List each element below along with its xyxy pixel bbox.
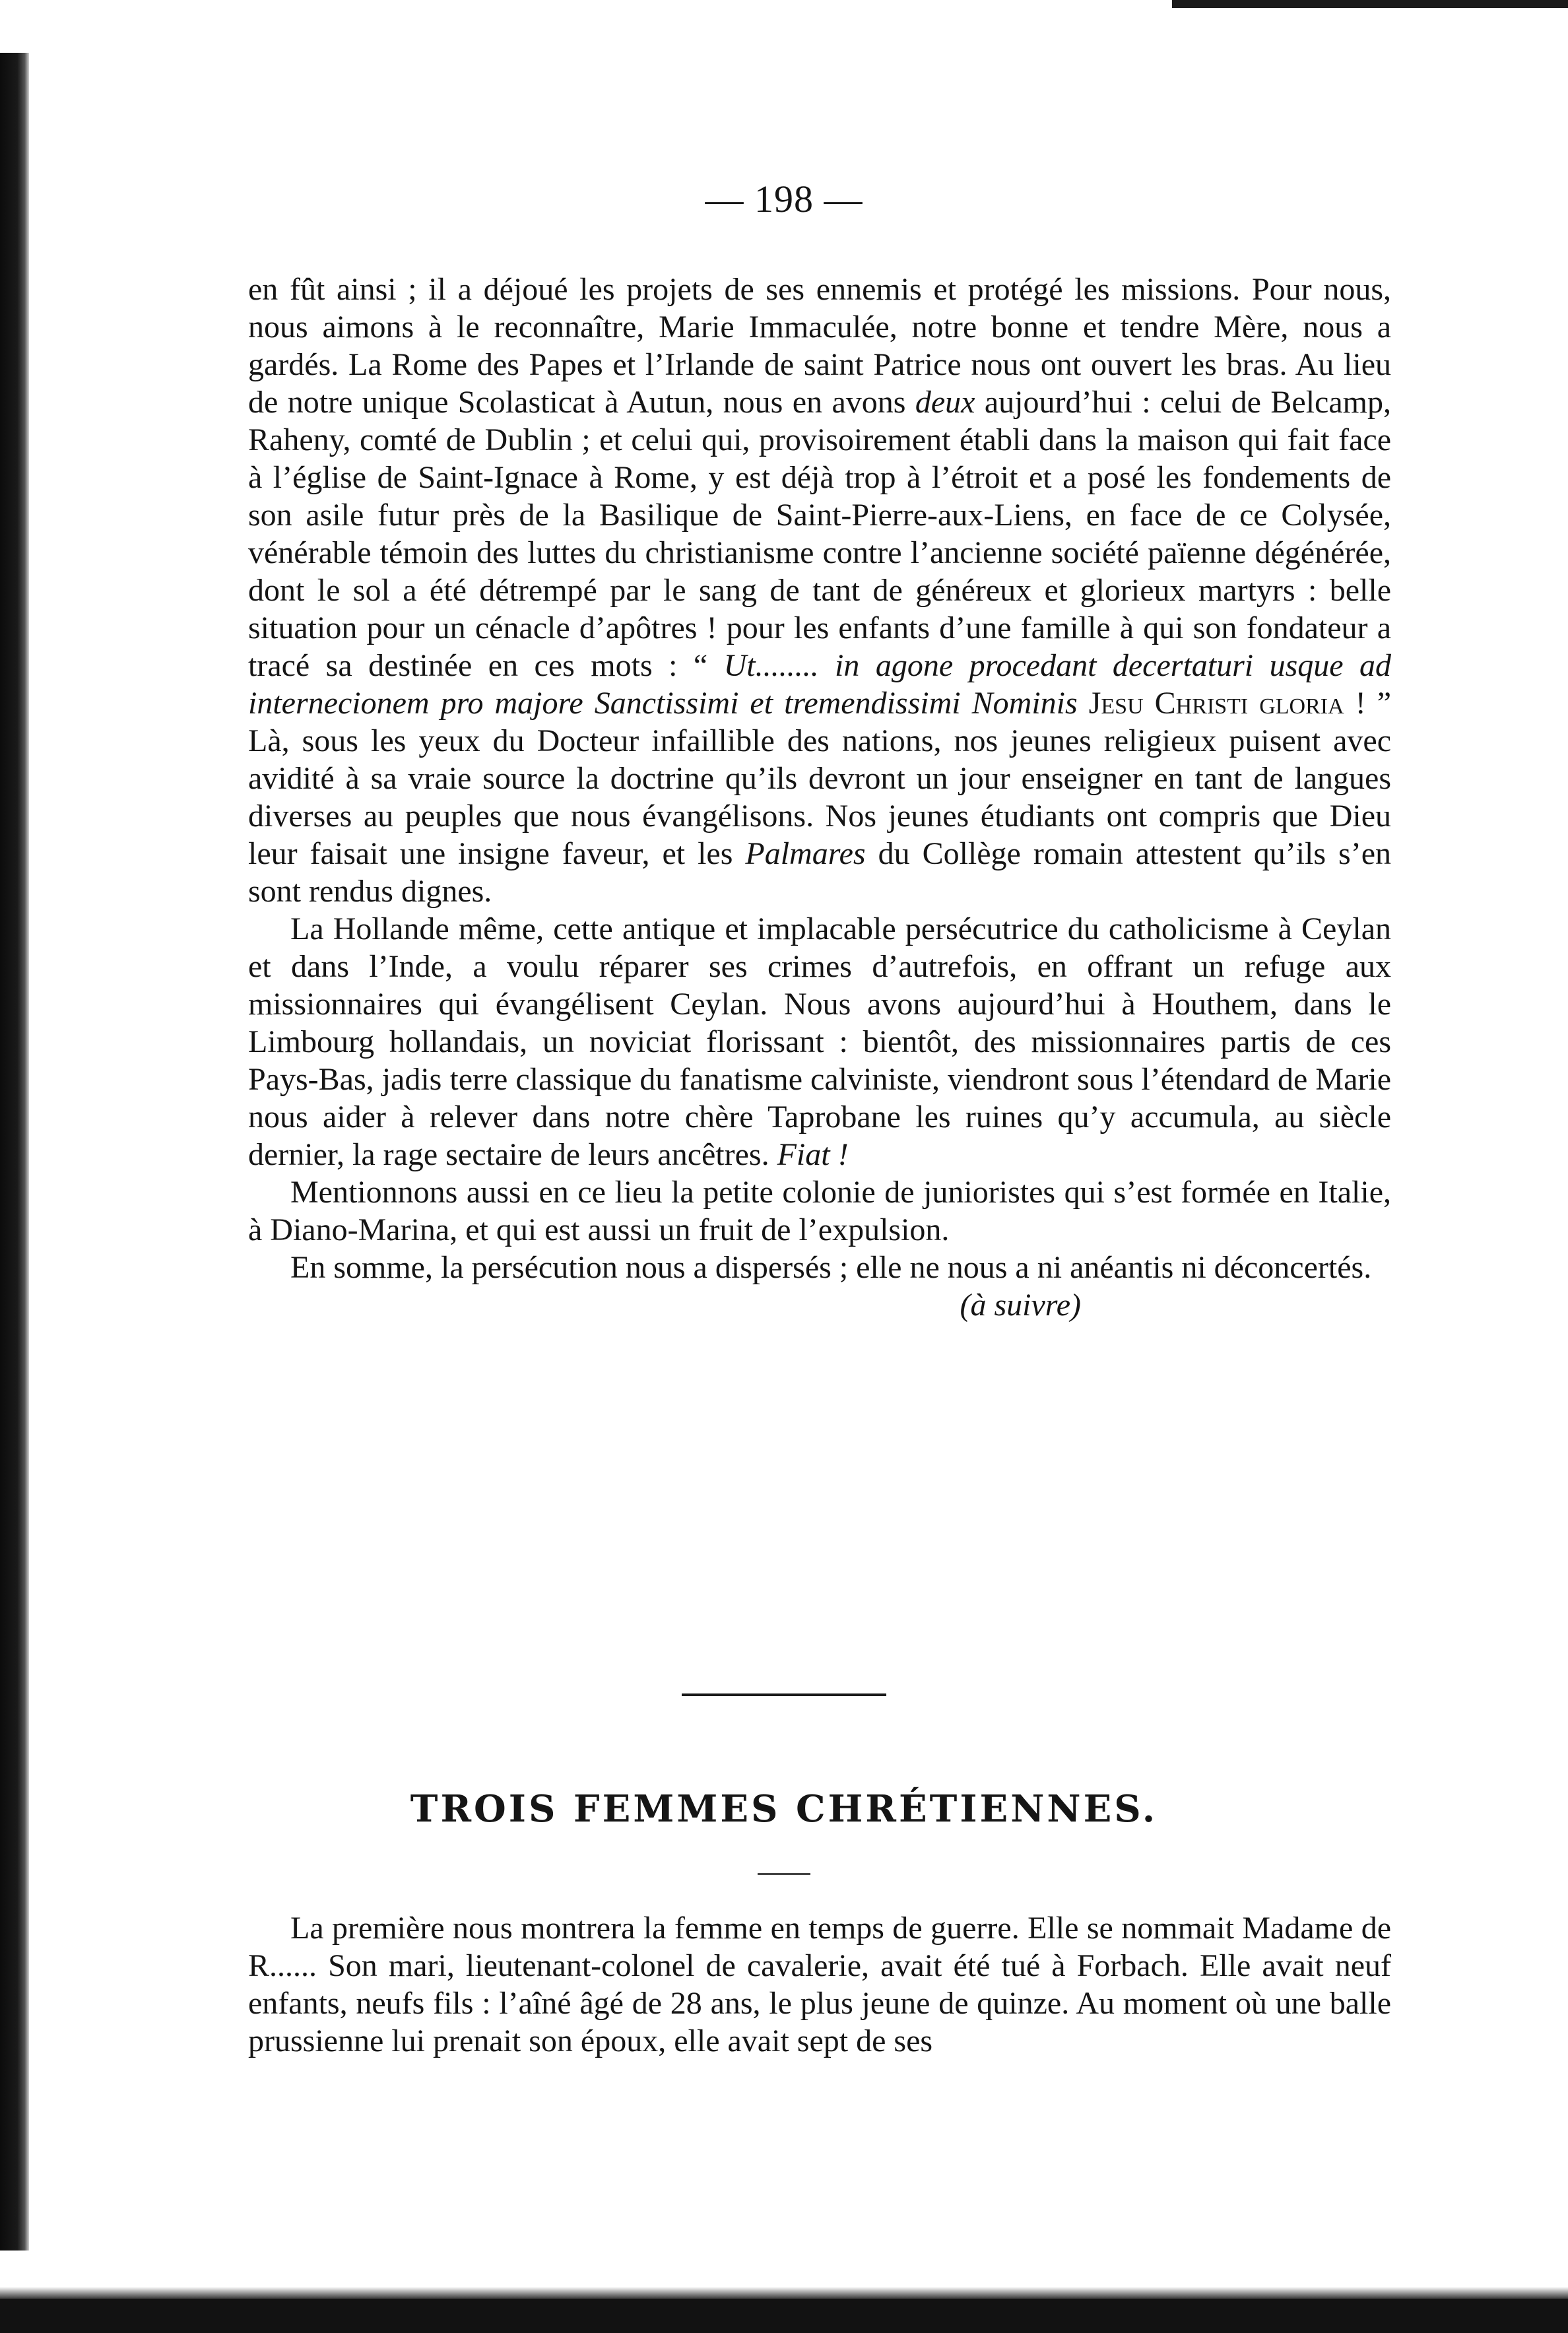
scan-top-edge bbox=[1172, 0, 1568, 8]
scan-left-edge bbox=[0, 53, 29, 2251]
title-underline bbox=[758, 1873, 810, 1875]
paragraph-4: En somme, la persécution nous a dispersés ; elle ne nous a ni anéantis ni déconcertés. bbox=[290, 1250, 1372, 1285]
page-number: — 198 — bbox=[705, 178, 863, 220]
paragraph-2: La Hollande même, cette antique et implacable persécutrice du catholicisme à Ceylan et dans l’Inde, a voulu réparer ses crimes d’autrefois, en offrant un refuge aux missionnaires qui évangélisent Ceylan. Nous avons aujourd’hui à Houthem, dans le Limbourg hollandais, un noviciat florissant : bientôt, des missionnaires partis de ces Pays-Bas, jadis terre classique du fanatisme calviniste, viendront sous l’étendard de Marie nous aider à relever dans notre chère Taprobane les ruines qu’y accumula, au siècle dernier, la rage sectaire de leurs ancêtres. Fiat ! bbox=[248, 911, 1391, 1172]
latin-quote: Ut........ in agone procedant decertaturi usque ad internecionem pro majore Sanctissimi et tremendissimi Nominis bbox=[248, 648, 1392, 721]
section-title: TROIS FEMMES CHRÉTIENNES. bbox=[410, 1787, 1158, 1831]
scan-bottom-fade bbox=[0, 2287, 1568, 2299]
paragraph-1: en fût ainsi ; il a déjoué les projets de ses ennemis et protégé les missions. Pour nous, nous aimons à le reconnaître, Marie Immaculée, notre bonne et tendre Mère, nous a gardés. La Rome des Papes et l’Irlande de saint Patrice nous ont ouvert les bras. Au lieu de notre unique Scolasticat à Autun, nous en avons deux aujourd’hui : celui de Belcamp, Raheny, comté de Dublin ; et celui qui, provisoirement établi dans la maison qui fait face à l’église de Saint-Ignace à Rome, y est déjà trop à l’étroit et a posé les fondements de son asile futur près de la Basilique de Saint-Pierre-aux-Liens, en face de ce Colysée, vénérable témoin des luttes du christianisme contre l’ancienne société païenne dégénérée, dont le sol a été détrempé par le sang de tant de généreux et glorieux martyrs : belle situation pour un cénacle d’apôtres ! pour les enfants d’une famille à qui son fondateur a tracé sa destinée en ces mots : “ Ut........ in agone procedant decertaturi usque ad internecionem pro majore Sanctissimi et tremendissimi Nominis Jesu Christi gloria ! ” Là, sous les yeux du Docteur infaillible des nations, nos jeunes religieux puisent avec avidité à sa vraie source la doctrine qu’ils devront un jour enseigner en tant de langues diverses au peuples que nous évangélisons. Nos jeunes étudiants ont compris que Dieu leur faisait une insigne faveur, et les Palmares du Collège romain attestent qu’ils s’en sont rendus dignes. bbox=[248, 272, 1392, 909]
paragraph-3: Mentionnons aussi en ce lieu la petite colonie de junioristes qui s’est formée en Italie, à Diano-Marina, et qui est aussi un fruit de l’expulsion. bbox=[248, 1175, 1391, 1247]
scan-bottom-edge bbox=[0, 2299, 1568, 2333]
section-divider bbox=[682, 1693, 886, 1696]
to-be-continued: (à suivre) bbox=[960, 1288, 1081, 1323]
paragraph-5: La première nous montrera la femme en temps de guerre. Elle se nommait Madame de R...... Son mari, lieutenant-colonel de cavalerie, avait été tué à Forbach. Elle avait neuf enfants, neufs fils : l’aîné âgé de 28 ans, le plus jeune de quinze. Au moment où une balle prussienne lui prenait son époux, elle avait sept de ses bbox=[248, 1911, 1391, 2058]
article-new bbox=[248, 1909, 1391, 2060]
article-continuation bbox=[248, 271, 1391, 1324]
